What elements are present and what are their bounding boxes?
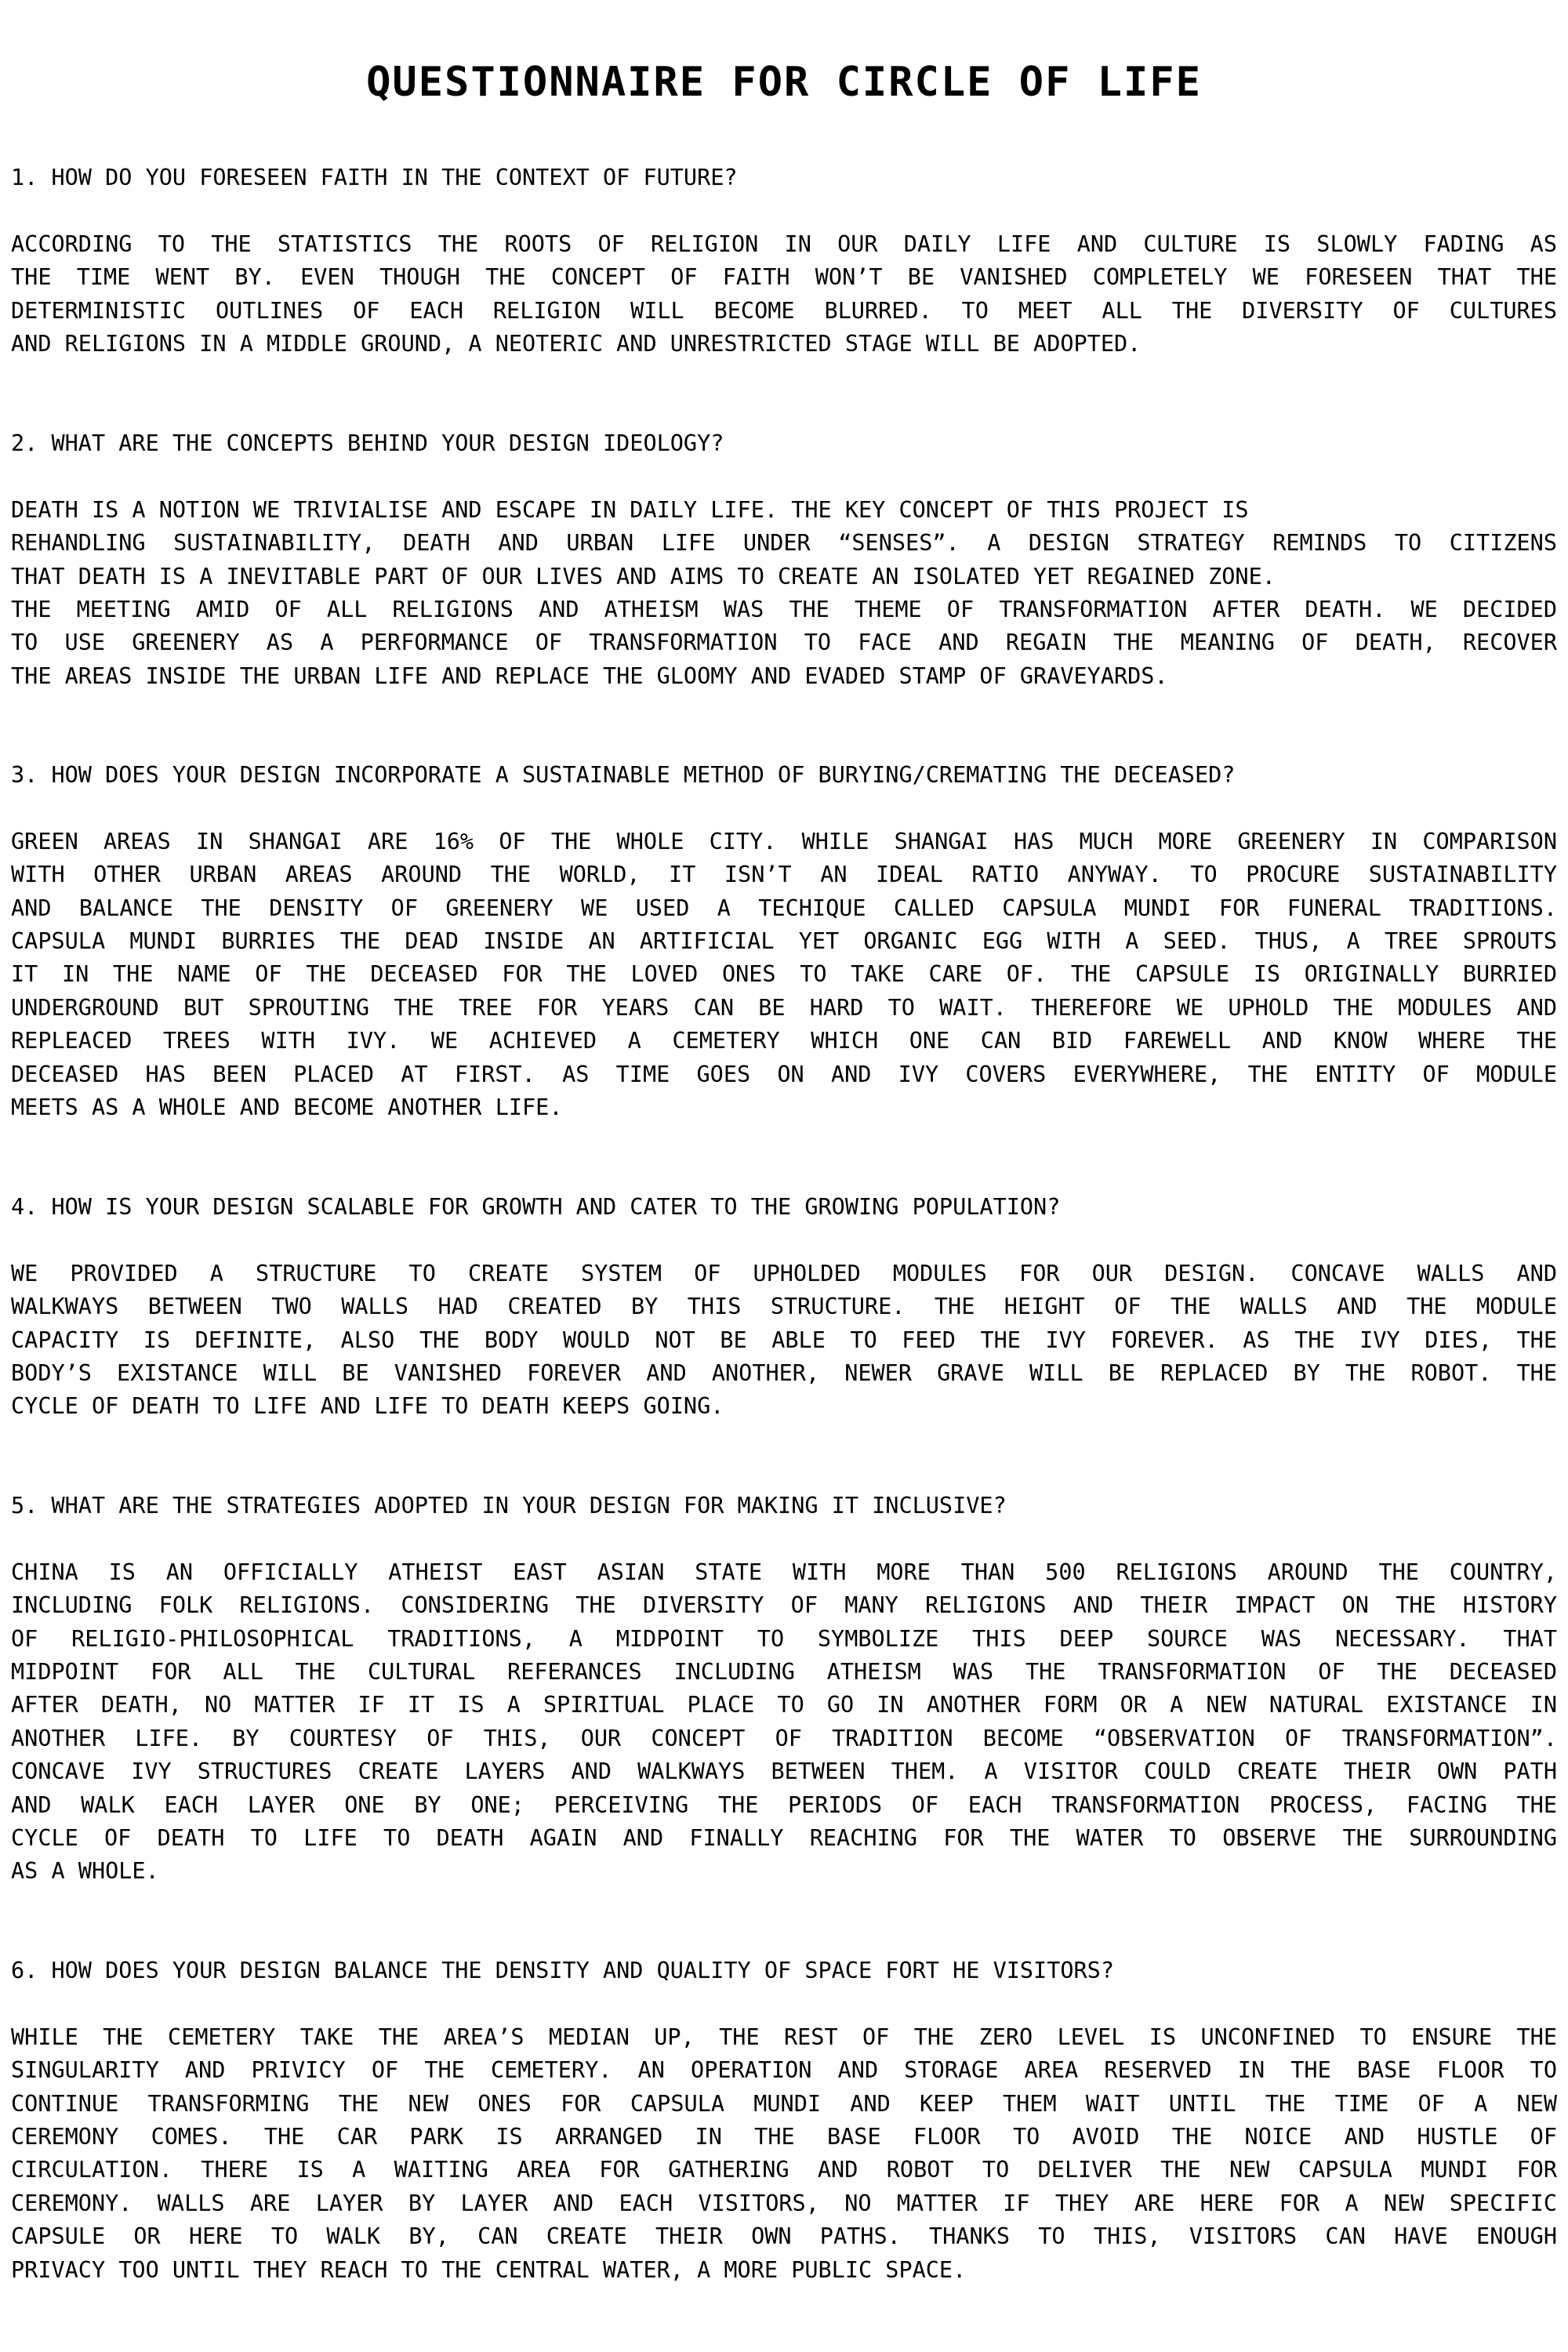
question-section-1 xyxy=(11,162,1557,361)
question-section-5 xyxy=(11,1490,1557,1889)
answer-line: WALKWAYS BETWEEN TWO WALLS HAD CREATED BY THIS STRUCTURE. THE HEIGHT OF THE WALLS AND THE MODULE xyxy=(11,1294,1557,1320)
answer-line: CAPACITY IS DEFINITE, ALSO THE BODY WOULD NOT BE ABLE TO FEED THE IVY FOREVER. AS THE IVY DIES, THE xyxy=(11,1327,1557,1353)
answer-line: CYCLE OF DEATH TO LIFE TO DEATH AGAIN AND FINALLY REACHING FOR THE WATER TO OBSERVE THE SURROUNDING xyxy=(11,1825,1557,1852)
answer-line: CEREMONY COMES. THE CAR PARK IS ARRANGED IN THE BASE FLOOR TO AVOID THE NOICE AND HUSTLE OF xyxy=(11,2124,1557,2151)
answer-line: WHILE THE CEMETERY TAKE THE AREA’S MEDIAN UP, THE REST OF THE ZERO LEVEL IS UNCONFINED TO ENSURE THE xyxy=(11,2024,1557,2050)
question-heading: 5. WHAT ARE THE STRATEGIES ADOPTED IN YOUR DESIGN FOR MAKING IT INCLUSIVE? xyxy=(11,1493,1007,1519)
answer-line: PRIVACY TOO UNTIL THEY REACH TO THE CENTRAL WATER, A MORE PUBLIC SPACE. xyxy=(11,2256,967,2283)
question-section-6 xyxy=(11,1955,1557,2287)
answer-line: CAPSULA MUNDI BURRIES THE DEAD INSIDE AN ARTIFICIAL YET ORGANIC EGG WITH A SEED. THUS, A TREE SPROUTS xyxy=(11,928,1557,955)
answer-line: INCLUDING FOLK RELIGIONS. CONSIDERING THE DIVERSITY OF MANY RELIGIONS AND THEIR IMPACT ON THE HISTORY xyxy=(11,1592,1557,1619)
question-heading: 4. HOW IS YOUR DESIGN SCALABLE FOR GROWTH AND CATER TO THE GROWING POPULATION? xyxy=(11,1194,1061,1220)
answer-line: DETERMINISTIC OUTLINES OF EACH RELIGION WILL BECOME BLURRED. TO MEET ALL THE DIVERSITY OF CULTURES xyxy=(11,297,1557,324)
answer-line: SINGULARITY AND PRIVICY OF THE CEMETERY. AN OPERATION AND STORAGE AREA RESERVED IN THE BASE FLOOR TO xyxy=(11,2057,1557,2084)
answer-line: MIDPOINT FOR ALL THE CULTURAL REFERANCES INCLUDING ATHEISM WAS THE TRANSFORMATION OF THE DECEASED xyxy=(11,1659,1557,1686)
answer-line: CEREMONY. WALLS ARE LAYER BY LAYER AND EACH VISITORS, NO MATTER IF THEY ARE HERE FOR A NEW SPECIFIC xyxy=(11,2190,1557,2216)
answer-line: CIRCULATION. THERE IS A WAITING AREA FOR GATHERING AND ROBOT TO DELIVER THE NEW CAPSULA MUNDI FOR xyxy=(11,2157,1557,2183)
answer-line: AS A WHOLE. xyxy=(11,1858,159,1885)
answer-text xyxy=(11,228,1557,361)
answer-line: OF RELIGIO-PHILOSOPHICAL TRADITIONS, A MIDPOINT TO SYMBOLIZE THIS DEEP SOURCE WAS NECESSARY. THAT xyxy=(11,1625,1557,1652)
answer-line: WITH OTHER URBAN AREAS AROUND THE WORLD, IT ISN’T AN IDEAL RATIO ANYWAY. TO PROCURE SUSTAINABILITY xyxy=(11,862,1557,888)
answer-line: DEATH IS A NOTION WE TRIVIALISE AND ESCAPE IN DAILY LIFE. THE KEY CONCEPT OF THIS PROJECT IS xyxy=(11,496,1249,523)
answer-line: AND WALK EACH LAYER ONE BY ONE; PERCEIVING THE PERIODS OF EACH TRANSFORMATION PROCESS, FACING THE xyxy=(11,1791,1557,1818)
answer-line: THAT DEATH IS A INEVITABLE PART OF OUR LIVES AND AIMS TO CREATE AN ISOLATED YET REGAINED ZONE. xyxy=(11,563,1276,590)
answer-line: CYCLE OF DEATH TO LIFE AND LIFE TO DEATH KEEPS GOING. xyxy=(11,1393,724,1420)
question-section-3 xyxy=(11,759,1557,1124)
answer-line: CONTINUE TRANSFORMING THE NEW ONES FOR CAPSULA MUNDI AND KEEP THEM WAIT UNTIL THE TIME OF A NEW xyxy=(11,2090,1557,2117)
answer-text xyxy=(11,1258,1557,1424)
answer-text xyxy=(11,1556,1557,1889)
answer-line: UNDERGROUND BUT SPROUTING THE TREE FOR YEARS CAN BE HARD TO WAIT. THEREFORE WE UPHOLD THE MODULES AND xyxy=(11,994,1557,1021)
answer-line: MEETS AS A WHOLE AND BECOME ANOTHER LIFE. xyxy=(11,1094,563,1121)
answer-line: WE PROVIDED A STRUCTURE TO CREATE SYSTEM OF UPHOLDED MODULES FOR OUR DESIGN. CONCAVE WALLS AND xyxy=(11,1260,1557,1287)
answer-line: ANOTHER LIFE. BY COURTESY OF THIS, OUR CONCEPT OF TRADITION BECOME “OBSERVATION OF TRANSFORMATION”. xyxy=(11,1725,1557,1751)
answer-text xyxy=(11,494,1557,693)
answer-line: GREEN AREAS IN SHANGAI ARE 16% OF THE WHOLE CITY. WHILE SHANGAI HAS MUCH MORE GREENERY IN COMPARISON xyxy=(11,828,1557,855)
answer-line: THE AREAS INSIDE THE URBAN LIFE AND REPLACE THE GLOOMY AND EVADED STAMP OF GRAVEYARDS. xyxy=(11,662,1168,689)
question-heading: 1. HOW DO YOU FORESEEN FAITH IN THE CONTEXT OF FUTURE? xyxy=(11,165,738,191)
answer-line: CONCAVE IVY STRUCTURES CREATE LAYERS AND WALKWAYS BETWEEN THEM. A VISITOR COULD CREATE THEIR OWN PATH xyxy=(11,1759,1557,1785)
answer-line: BODY’S EXISTANCE WILL BE VANISHED FOREVER AND ANOTHER, NEWER GRAVE WILL BE REPLACED BY THE ROBOT. THE xyxy=(11,1360,1557,1387)
answer-line: REPLEACED TREES WITH IVY. WE ACHIEVED A CEMETERY WHICH ONE CAN BID FAREWELL AND KNOW WHERE THE xyxy=(11,1028,1557,1054)
answer-line: TO USE GREENERY AS A PERFORMANCE OF TRANSFORMATION TO FACE AND REGAIN THE MEANING OF DEATH, RECOVER xyxy=(11,630,1557,656)
question-heading: 2. WHAT ARE THE CONCEPTS BEHIND YOUR DESIGN IDEOLOGY? xyxy=(11,430,724,456)
answer-line: IT IN THE NAME OF THE DECEASED FOR THE LOVED ONES TO TAKE CARE OF. THE CAPSULE IS ORIGINALLY BURRIED xyxy=(11,961,1557,988)
question-heading: 3. HOW DOES YOUR DESIGN INCORPORATE A SUSTAINABLE METHOD OF BURYING/CREMATING THE DECEASED? xyxy=(11,762,1236,788)
question-section-4 xyxy=(11,1191,1557,1424)
answer-text xyxy=(11,2021,1557,2287)
answer-line: ACCORDING TO THE STATISTICS THE ROOTS OF RELIGION IN OUR DAILY LIFE AND CULTURE IS SLOWLY FADING AS xyxy=(11,230,1557,257)
answer-line: AND RELIGIONS IN A MIDDLE GROUND, A NEOTERIC AND UNRESTRICTED STAGE WILL BE ADOPTED. xyxy=(11,331,1142,358)
answer-line: AFTER DEATH, NO MATTER IF IT IS A SPIRITUAL PLACE TO GO IN ANOTHER FORM OR A NEW NATURAL EXISTANCE IN xyxy=(11,1692,1557,1719)
page-title: QUESTIONNAIRE FOR CIRCLE OF LIFE xyxy=(366,58,1202,106)
question-heading: 6. HOW DOES YOUR DESIGN BALANCE THE DENSITY AND QUALITY OF SPACE FORT HE VISITORS? xyxy=(11,1958,1114,1984)
answer-line: CHINA IS AN OFFICIALLY ATHEIST EAST ASIAN STATE WITH MORE THAN 500 RELIGIONS AROUND THE COUNTRY, xyxy=(11,1559,1557,1585)
answer-line: DECEASED HAS BEEN PLACED AT FIRST. AS TIME GOES ON AND IVY COVERS EVERYWHERE, THE ENTITY OF MODULE xyxy=(11,1061,1557,1087)
answer-line: CAPSULE OR HERE TO WALK BY, CAN CREATE THEIR OWN PATHS. THANKS TO THIS, VISITORS CAN HAVE ENOUGH xyxy=(11,2223,1557,2250)
answer-line: THE TIME WENT BY. EVEN THOUGH THE CONCEPT OF FAITH WON’T BE VANISHED COMPLETELY WE FORESEEN THAT THE xyxy=(11,264,1557,291)
answer-line: AND BALANCE THE DENSITY OF GREENERY WE USED A TECHIQUE CALLED CAPSULA MUNDI FOR FUNERAL TRADITIONS. xyxy=(11,895,1557,921)
answer-line: THE MEETING AMID OF ALL RELIGIONS AND ATHEISM WAS THE THEME OF TRANSFORMATION AFTER DEATH. WE DECIDED xyxy=(11,597,1557,623)
answer-line: REHANDLING SUSTAINABILITY, DEATH AND URBAN LIFE UNDER “SENSES”. A DESIGN STRATEGY REMINDS TO CITIZENS xyxy=(11,530,1557,557)
question-section-2 xyxy=(11,427,1557,693)
answer-text xyxy=(11,826,1557,1125)
